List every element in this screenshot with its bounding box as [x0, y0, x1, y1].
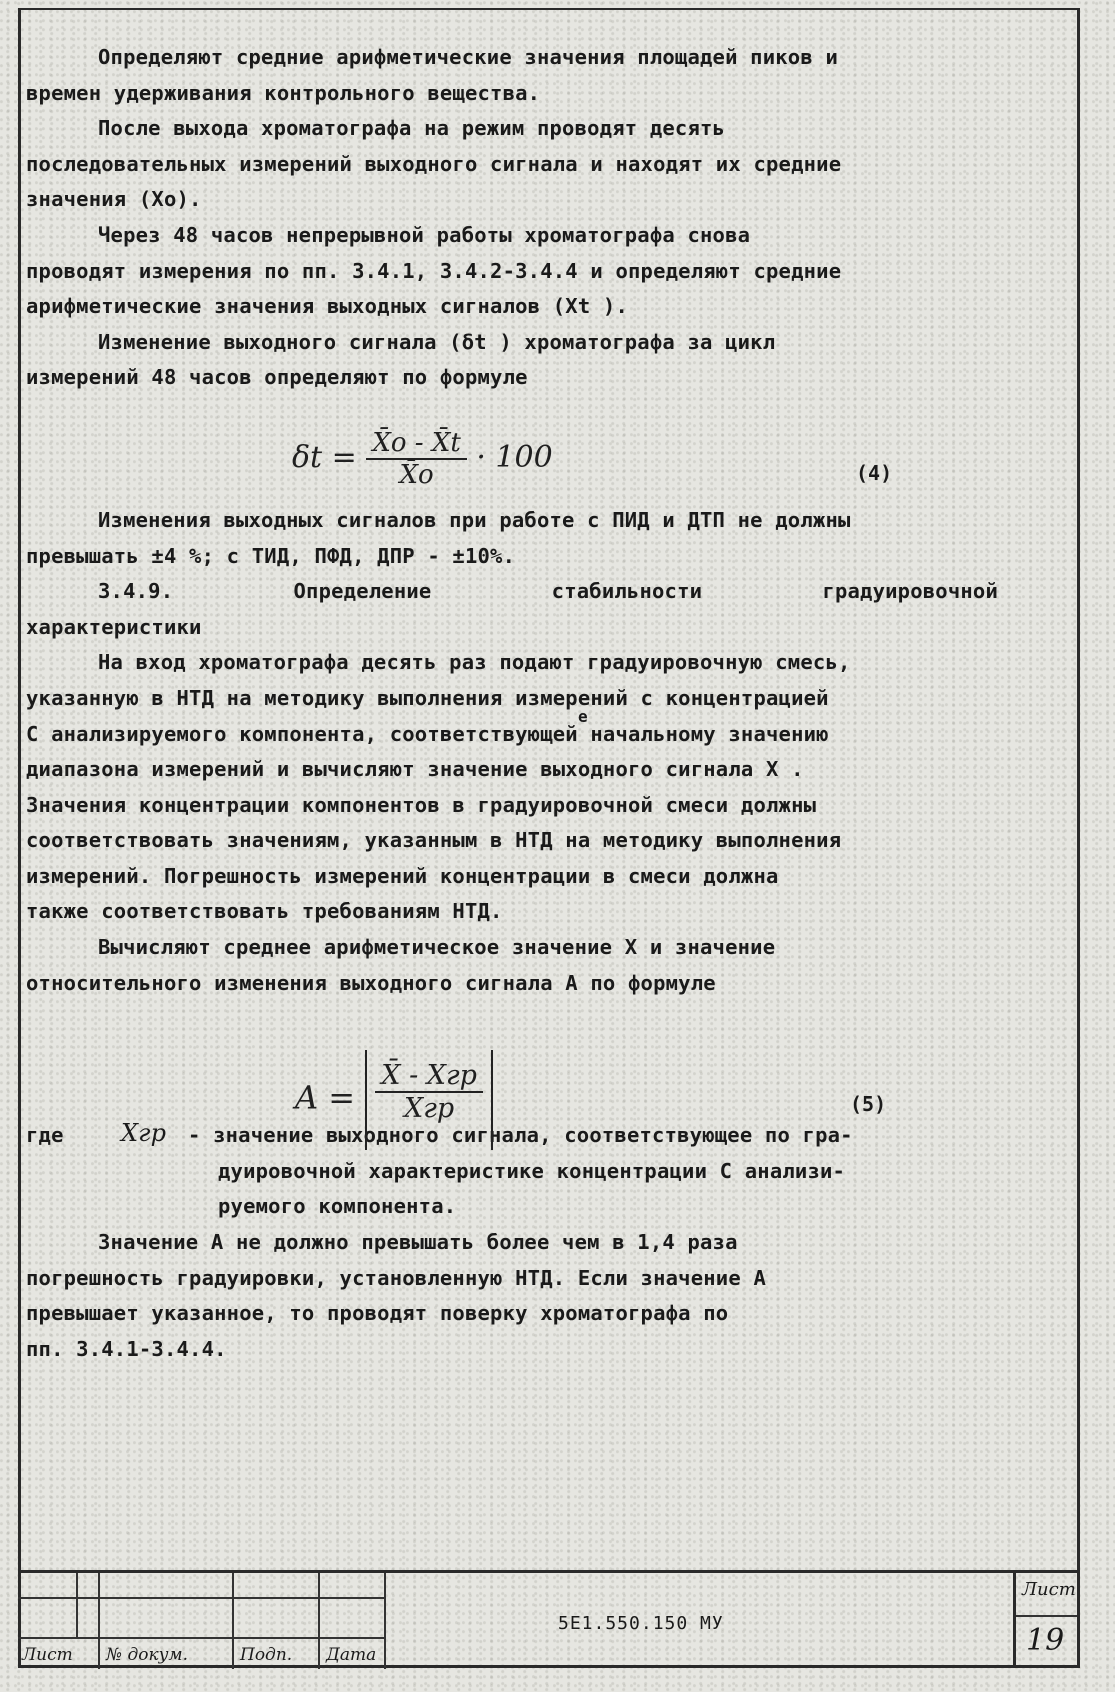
text-line: последовательных измерений выходного сигнала и находят их средние: [26, 151, 842, 176]
text-line: диапазона измерений и вычисляют значение выходного сигнала Х .: [26, 757, 804, 782]
grid-cell: [320, 1599, 386, 1639]
text-line: проводят измерения по пп. 3.4.1, 3.4.2-3.4.4 и определяют средние: [26, 258, 842, 283]
text-line: После выхода хроматографа на режим проводят десять: [98, 116, 726, 141]
text-line: пп. 3.4.1-3.4.4.: [26, 1336, 227, 1361]
text-line-content: С анализируемого компонента, соответствующей начальному значению: [26, 721, 829, 746]
text-line: превышает указанное, то проводят поверку хроматографа по: [26, 1301, 729, 1326]
formula-4-lhs: δt =: [292, 440, 357, 475]
text-line: Изменение выходного сигнала (δt ) хроматографа за цикл: [98, 329, 776, 354]
formula-4: [292, 428, 553, 490]
grid-cell: [78, 1573, 100, 1599]
text-line: Определяют средние арифметические значения площадей пиков и: [98, 45, 838, 69]
grid-cell: [234, 1599, 320, 1639]
formula-5-numerator: X̄ - Xгр: [375, 1060, 483, 1093]
col-doc-label: № докум.: [106, 1645, 189, 1665]
formula-4-denominator: X̄o: [399, 460, 434, 490]
superscript-mark: е: [578, 706, 588, 726]
text-line: также соответствовать требованиям НТД.: [26, 899, 503, 924]
text-line: значения (Хо).: [26, 187, 202, 212]
sheet-number-box: [1013, 1573, 1077, 1668]
section-number: 3.4.9.: [98, 579, 174, 604]
col-sign-label: Подп.: [240, 1645, 293, 1665]
formula-4-numerator: X̄o - X̄t: [366, 428, 466, 460]
text-line: превышать ±4 %; с ТИД, ПФД, ДПР - ±10%.: [26, 543, 516, 568]
text-line: Значения концентрации компонентов в градуировочной смеси должны: [26, 792, 817, 817]
grid-cell: [320, 1573, 386, 1599]
col-date-label: Дата: [326, 1645, 377, 1665]
text-line: характеристики: [26, 614, 202, 639]
sheet-box-divider: [1016, 1615, 1077, 1617]
grid-cell: [100, 1573, 234, 1599]
text-line: Значение А не должно превышать более чем в 1,4 раза: [98, 1230, 738, 1255]
where-word: где: [26, 1123, 64, 1148]
section-heading: [26, 574, 998, 610]
formula-5-fraction: [375, 1060, 483, 1124]
text-line: соответствовать значениям, указанным в НТД на методику выполнения: [26, 828, 842, 853]
formula-5-number: (5): [850, 1092, 887, 1116]
text-line: [26, 1118, 998, 1154]
heading-word: стабильности: [551, 579, 703, 604]
text-line: арифметические значения выходных сигналов (Хt ).: [26, 294, 629, 319]
heading-word: Определение: [293, 579, 432, 604]
sheet-number: 19: [1026, 1623, 1065, 1658]
title-block: [18, 1570, 1080, 1668]
text-line: руемого компонента.: [218, 1194, 457, 1219]
text-line: указанную в НТД на методику выполнения измерений с концентрацией: [26, 685, 829, 710]
absolute-value-bars: [365, 1050, 493, 1150]
col-sheet-label: Лист: [22, 1645, 73, 1665]
text-line: [26, 706, 998, 753]
formula-5: [295, 1050, 493, 1150]
text-line: времен удерживания контрольного вещества.: [26, 80, 541, 105]
text-line: На вход хроматографа десять раз подают градуировочную смесь,: [98, 650, 851, 675]
grid-cell: [100, 1599, 234, 1639]
text-line: Изменения выходных сигналов при работе с ПИД и ДТП не должны: [98, 507, 851, 532]
formula-4-fraction: [366, 428, 466, 490]
text-line: относительного изменения выходного сигнала А по формуле: [26, 970, 716, 995]
text-line: Вычисляют среднее арифметическое значение Х и значение: [98, 935, 776, 960]
revision-grid: [18, 1573, 388, 1671]
formula-5-denominator: Xгр: [404, 1093, 455, 1124]
text-line: измерений. Погрешность измерений концентрации в смеси должна: [26, 863, 779, 888]
definition-text: - значение выходного сигнала, соответствующее по гра-: [188, 1123, 853, 1148]
text-line: погрешность градуировки, установленную НТД. Если значение А: [26, 1265, 766, 1290]
sheet-label: Лист: [1022, 1579, 1076, 1600]
text-line: Через 48 часов непрерывной работы хроматографа снова: [98, 222, 751, 247]
symbol-xgr: Хгр: [121, 1119, 167, 1148]
formula-5-lhs: A =: [295, 1078, 356, 1117]
document-body: [26, 40, 998, 1367]
formula-4-number: (4): [856, 461, 893, 485]
text-line: измерений 48 часов определяют по формуле: [26, 365, 528, 390]
heading-word: градуировочной: [822, 579, 998, 604]
grid-cell: [18, 1599, 78, 1639]
formula-4-factor: · 100: [476, 440, 553, 475]
grid-cell: [234, 1573, 320, 1599]
grid-cell: [18, 1573, 78, 1599]
text-line: дуировочной характеристике концентрации С анализи-: [218, 1158, 846, 1183]
document-code: 5Е1.550.150 МУ: [558, 1613, 724, 1634]
grid-cell: [78, 1599, 100, 1639]
